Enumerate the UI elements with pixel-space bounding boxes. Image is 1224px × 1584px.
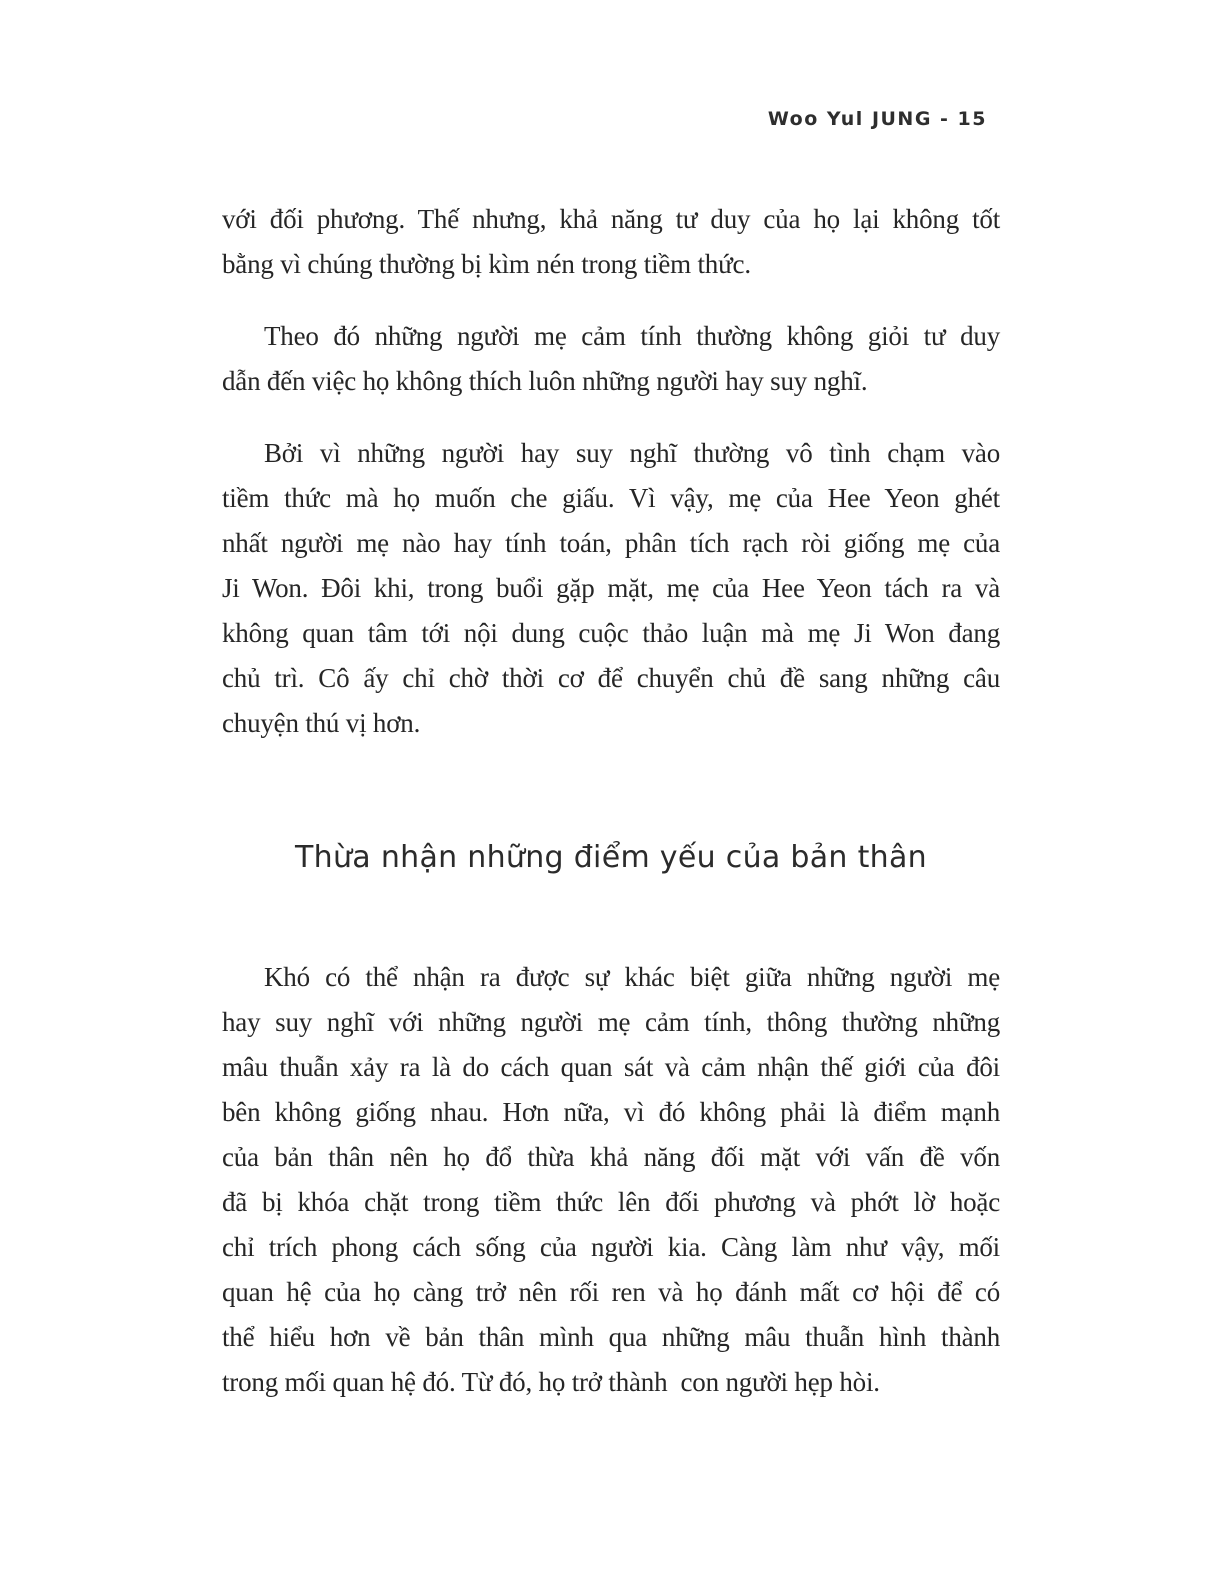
body-line: không quan tâm tới nội dung cuộc thảo luận mà mẹ Ji Won đang xyxy=(222,618,1000,648)
body-line: bên không giống nhau. Hơn nữa, vì đó không phải là điểm mạnh xyxy=(222,1097,1000,1127)
body-line: của bản thân nên họ đổ thừa khả năng đối mặt với vấn đề vốn xyxy=(222,1142,1000,1172)
body-line: đã bị khóa chặt trong tiềm thức lên đối phương và phớt lờ hoặc xyxy=(222,1187,1000,1217)
body-line: Ji Won. Đôi khi, trong buổi gặp mặt, mẹ của Hee Yeon tách ra và xyxy=(222,573,1000,603)
body-line: tiềm thức mà họ muốn che giấu. Vì vậy, mẹ của Hee Yeon ghét xyxy=(222,483,1000,513)
body-line: nhất người mẹ nào hay tính toán, phân tích rạch ròi giống mẹ của xyxy=(222,528,1000,558)
body-line: chuyện thú vị hơn. xyxy=(222,708,421,738)
body-line: dẫn đến việc họ không thích luôn những người hay suy nghĩ. xyxy=(222,366,868,396)
section-heading: Thừa nhận những điểm yếu của bản thân xyxy=(295,840,927,875)
body-line: chỉ trích phong cách sống của người kia. Càng làm như vậy, mối xyxy=(222,1232,1000,1262)
body-line: thể hiểu hơn về bản thân mình qua những mâu thuẫn hình thành xyxy=(222,1322,1000,1352)
body-line: chủ trì. Cô ấy chỉ chờ thời cơ để chuyển chủ đề sang những câu xyxy=(222,663,1000,693)
body-line: Theo đó những người mẹ cảm tính thường không giỏi tư duy xyxy=(264,321,1000,351)
body-line: hay suy nghĩ với những người mẹ cảm tính, thông thường những xyxy=(222,1007,1000,1037)
running-header: Woo Yul JUNG - 15 xyxy=(767,108,987,130)
paragraph xyxy=(222,197,1000,287)
body-text xyxy=(222,197,1000,1432)
body-line: với đối phương. Thế nhưng, khả năng tư duy của họ lại không tốt xyxy=(222,204,1000,234)
body-line: trong mối quan hệ đó. Từ đó, họ trở thành con người hẹp hòi. xyxy=(222,1367,880,1397)
body-line: mâu thuẫn xảy ra là do cách quan sát và cảm nhận thế giới của đôi xyxy=(222,1052,1000,1082)
body-line: quan hệ của họ càng trở nên rối ren và họ đánh mất cơ hội để có xyxy=(222,1277,1000,1307)
body-line: bằng vì chúng thường bị kìm nén trong tiềm thức. xyxy=(222,249,751,279)
paragraph xyxy=(222,955,1000,1405)
paragraph xyxy=(222,314,1000,404)
body-line: Khó có thể nhận ra được sự khác biệt giữa những người mẹ xyxy=(264,962,1000,992)
paragraph xyxy=(222,431,1000,746)
body-line: Bởi vì những người hay suy nghĩ thường vô tình chạm vào xyxy=(264,438,1000,468)
